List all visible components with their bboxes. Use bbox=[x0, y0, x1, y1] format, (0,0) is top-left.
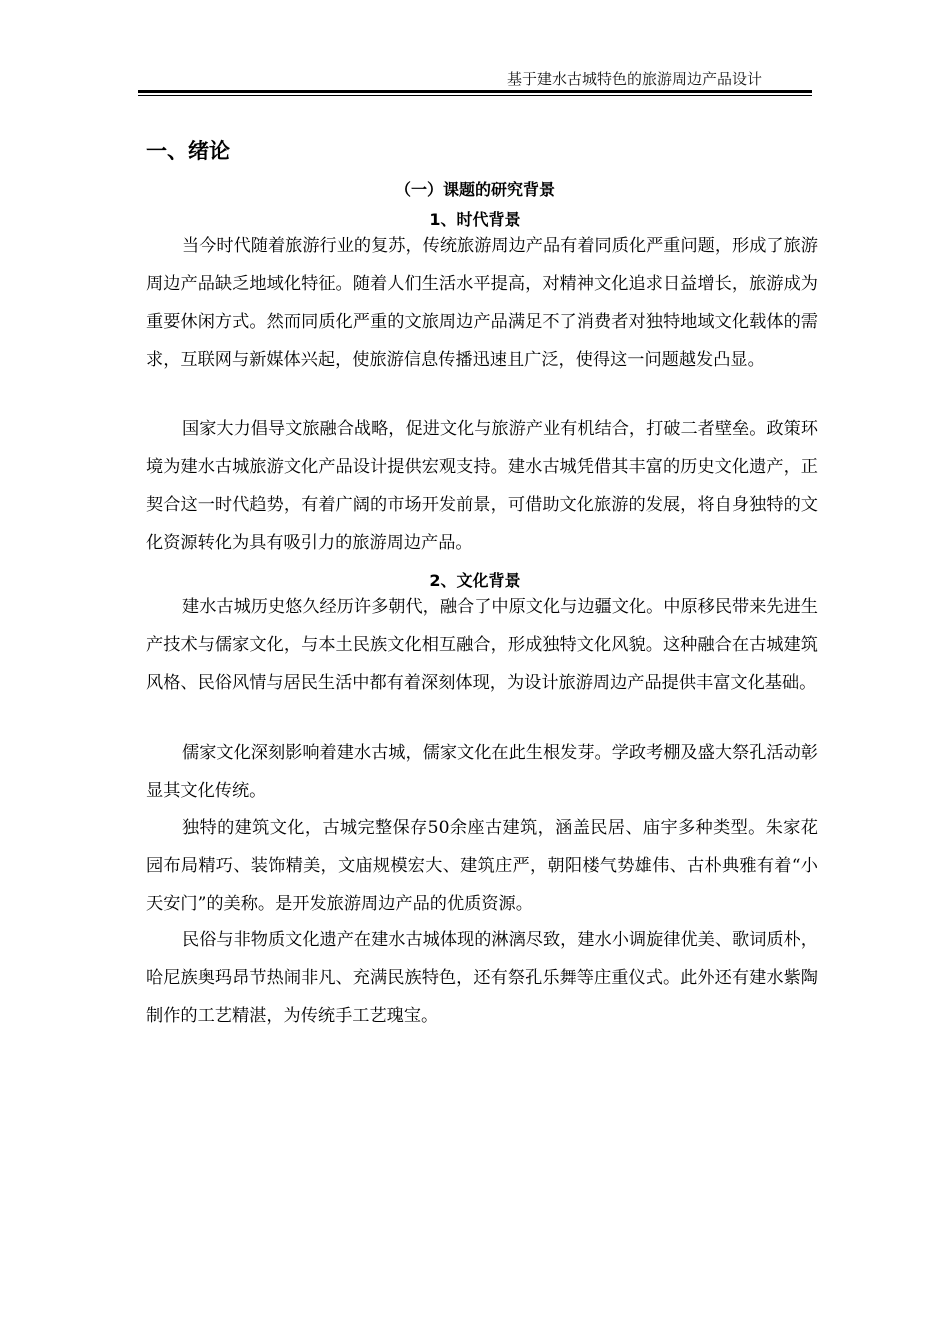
paragraph: 国家大力倡导文旅融合战略，促进文化与旅游产业有机结合，打破二者壁垒。政策环境为建水古城旅游文化产品设计提供宏观支持。建水古城凭借其丰富的历史文化遗产，正契合这一时代趋势，有着广阔的市场开发前景，可借助文化旅游的发展，将自身独特的文化资源转化为具有吸引力的旅游周边产品。 bbox=[146, 419, 818, 553]
part1-title: 1、时代背景 bbox=[429, 210, 521, 229]
paragraph: 独特的建筑文化，古城完整保存50余座古建筑，涵盖民居、庙宇多种类型。朱家花园布局精巧、装饰精美，文庙规模宏大、建筑庄严，朝阳楼气势雄伟、古朴典雅有着“小天安门”的美称。是开发旅游周边产品的优质资源。 bbox=[146, 818, 818, 914]
paragraph: 当今时代随着旅游行业的复苏，传统旅游周边产品有着同质化严重问题，形成了旅游周边产品缺乏地域化特征。随着人们生活水平提高，对精神文化追求日益增长，旅游成为重要休闲方式。然而同质化严重的文旅周边产品满足不了消费者对独特地域文化载体的需求，互联网与新媒体兴起，使旅游信息传播迅速且广泛，使得这一问题越发凸显。 bbox=[146, 236, 818, 370]
chapter-title: 一、绪论 bbox=[146, 139, 230, 163]
running-header: 基于建水古城特色的旅游周边产品设计 bbox=[506, 70, 762, 88]
header-rule-thin bbox=[138, 95, 812, 96]
part2-title: 2、文化背景 bbox=[429, 571, 521, 590]
header-rule-thick bbox=[138, 90, 812, 93]
paragraph: 儒家文化深刻影响着建水古城，儒家文化在此生根发芽。学政考棚及盛大祭孔活动彰显其文化传统。 bbox=[146, 743, 818, 801]
subsection-title: （一）课题的研究背景 bbox=[394, 180, 555, 199]
paragraph: 民俗与非物质文化遗产在建水古城体现的淋漓尽致，建水小调旋律优美、歌词质朴，哈尼族奥玛昂节热闹非凡、充满民族特色，还有祭孔乐舞等庄重仪式。此外还有建水紫陶制作的工艺精湛，为传统手工艺瑰宝。 bbox=[146, 930, 818, 1026]
paragraph: 建水古城历史悠久经历许多朝代，融合了中原文化与边疆文化。中原移民带来先进生产技术与儒家文化，与本土民族文化相互融合，形成独特文化风貌。这种融合在古城建筑风格、民俗风情与居民生活中都有着深刻体现，为设计旅游周边产品提供丰富文化基础。 bbox=[146, 597, 818, 693]
